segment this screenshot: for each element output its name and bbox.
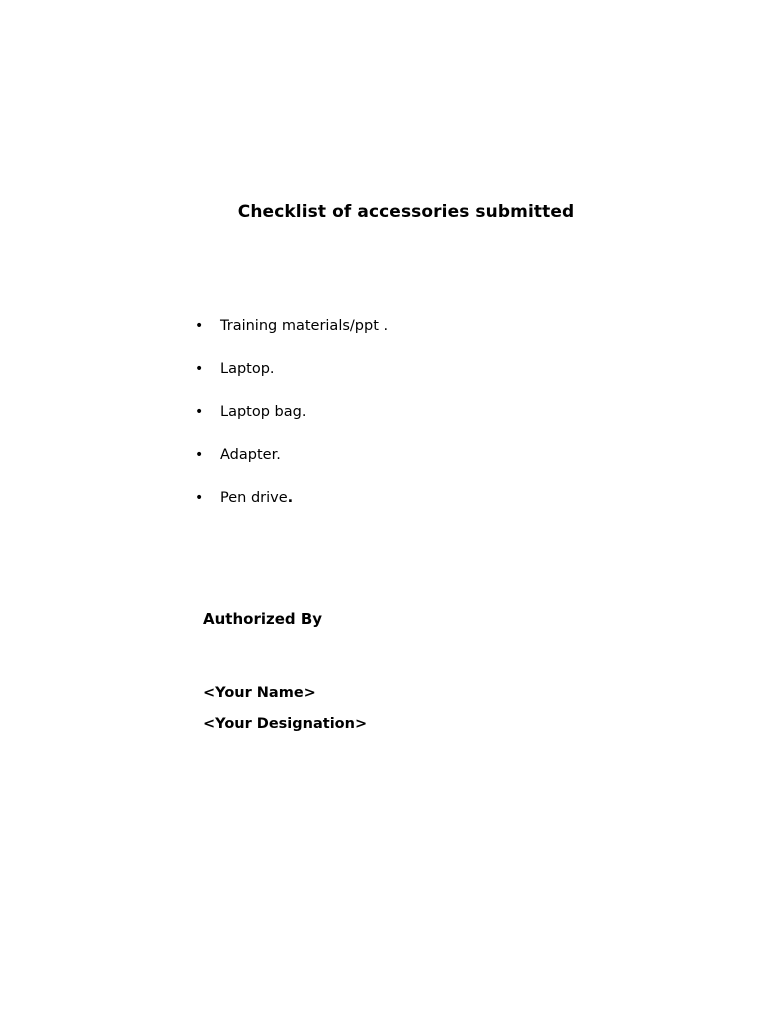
signatory-name: <Your Name> bbox=[203, 685, 316, 701]
list-item-text: Training materials/ppt . bbox=[220, 318, 389, 334]
bullet-icon: • bbox=[195, 361, 204, 377]
bullet-icon: • bbox=[195, 490, 204, 506]
list-item-text: Laptop bag. bbox=[220, 404, 307, 420]
bullet-icon: • bbox=[195, 318, 204, 334]
bullet-icon: • bbox=[195, 404, 204, 420]
document-title: Checklist of accessories submitted bbox=[237, 202, 575, 222]
bullet-icon: • bbox=[195, 447, 204, 463]
list-item-text: Laptop. bbox=[220, 361, 275, 377]
authorized-by-label: Authorized By bbox=[203, 610, 323, 628]
signatory-designation: <Your Designation> bbox=[203, 716, 368, 732]
list-item-text: Pen drive. bbox=[220, 490, 294, 506]
list-item-text: Adapter. bbox=[220, 447, 281, 463]
